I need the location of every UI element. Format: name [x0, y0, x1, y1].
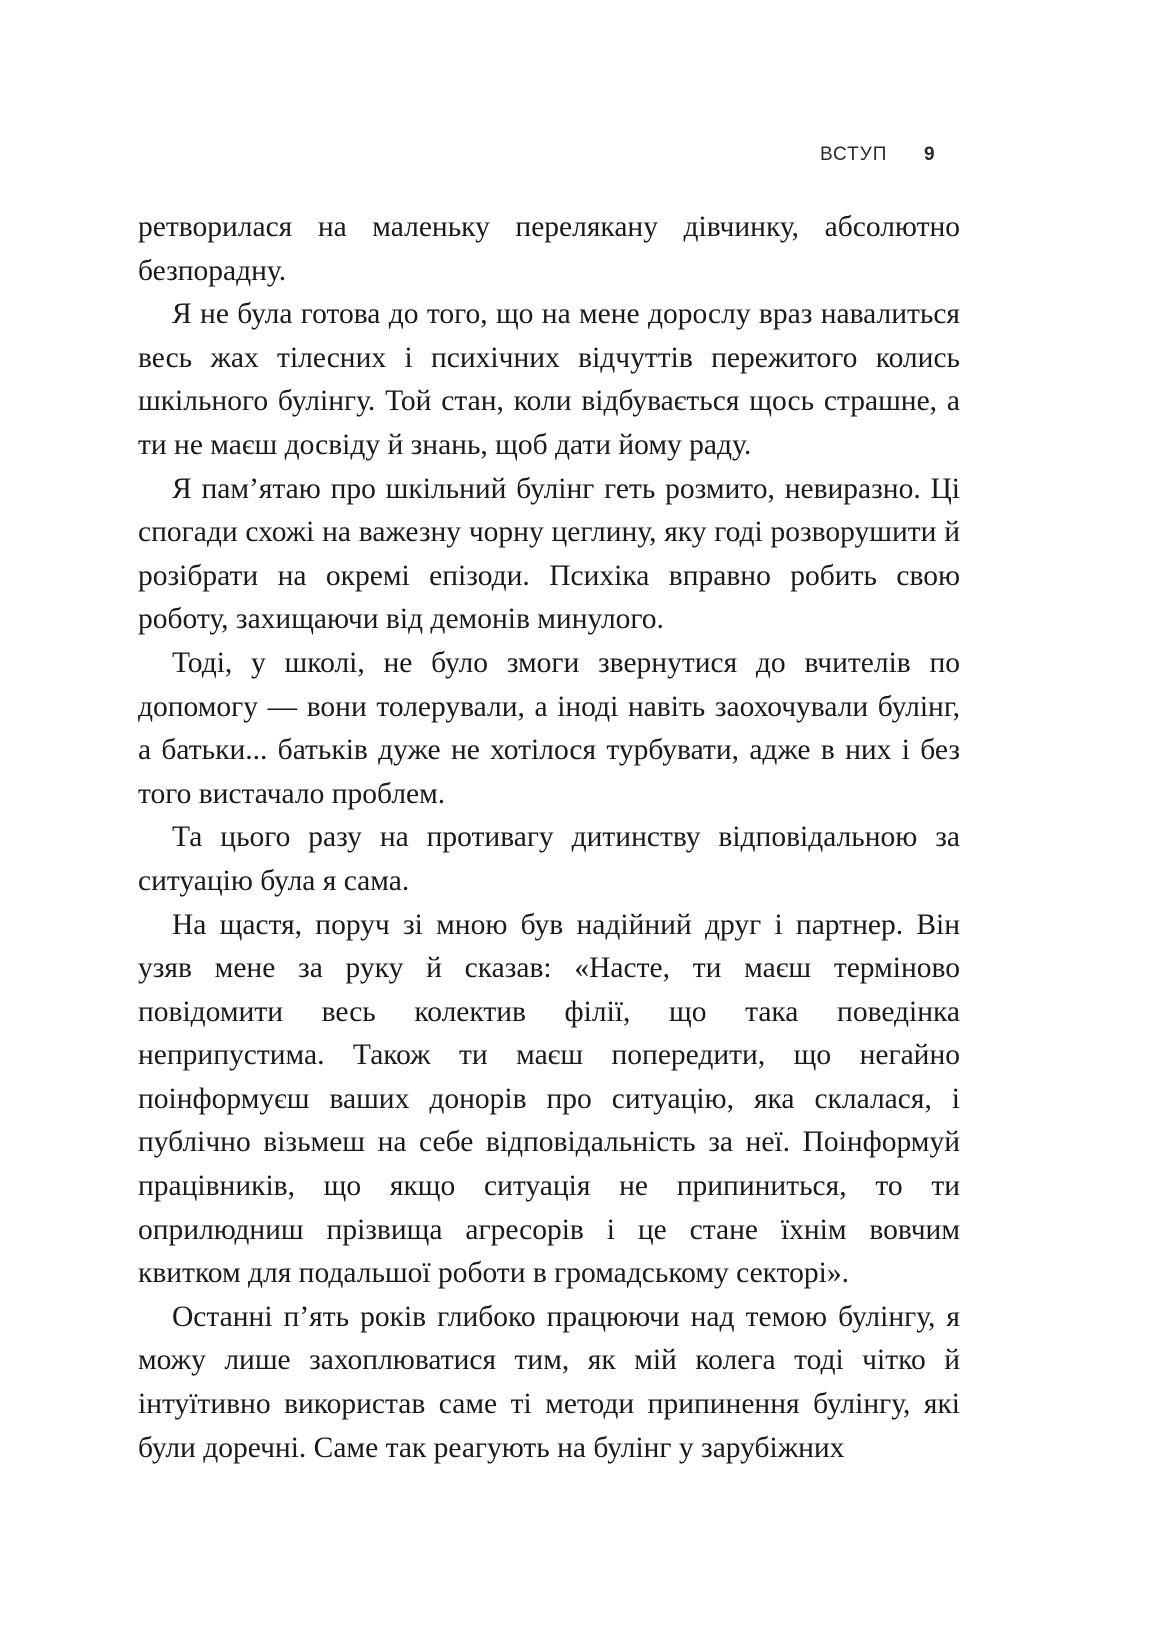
- paragraph: Тоді, у школі, не було змоги звернутися до вчителів по допомогу — вони толерували, а іноді навіть заохочували булінг, а батьки... батьків дуже не хотілося турбувати, адже в них і без того вистачало проблем.: [138, 646, 960, 810]
- section-title: ВСТУП: [820, 144, 888, 165]
- page-number: 9: [924, 144, 935, 165]
- paragraph: Я пам’ятаю про шкільний булінг геть розмито, невиразно. Ці спогади схожі на важезну чорну цеглину, яку годі розворушити й розібрати на окремі епізоди. Психіка вправно робить свою роботу, захищаючи від демонів минулого.: [138, 472, 960, 636]
- running-header: [820, 144, 970, 174]
- paragraph: Останні п’ять років глибоко працюючи над темою булінгу, я можу лише захоплюватися тим, як мій колега тоді чітко й інтуїтивно використав саме ті методи припинення булінгу, які були доречні. Саме так реагують на булінг у зарубіжних: [138, 1300, 960, 1464]
- paragraph: Та цього разу на противагу дитинству відповідальною за ситуацію була я сама.: [138, 821, 960, 897]
- body-text: [138, 206, 960, 1470]
- paragraph-continuation: ретворилася на маленьку перелякану дівчинку, абсолютно безпорадну.: [138, 211, 960, 287]
- paragraph: Я не була готова до того, що на мене дорослу враз навалиться весь жах тілесних і психічних відчуттів пережитого колись шкільного булінгу. Той стан, коли відбувається щось страшне, а ти не маєш досвіду й знань, щоб дати йому раду.: [138, 298, 960, 461]
- paragraph: На щастя, поруч зі мною був надійний друг і партнер. Він узяв мене за руку й сказав: «Насте, ти маєш терміново повідомити весь колектив філії, що така поведінка неприпустима. Також ти маєш попередити, що негайно поінформуєш ваших донорів про ситуацію, яка склалася, і публічно візьмеш на себе відповідальність за неї. Поінформуй працівників, що якщо ситуація не припиниться, то ти оприлюдниш прізвища агресорів і це стане їхнім вовчим квитком для подальшої роботи в громадському секторі».: [138, 908, 960, 1290]
